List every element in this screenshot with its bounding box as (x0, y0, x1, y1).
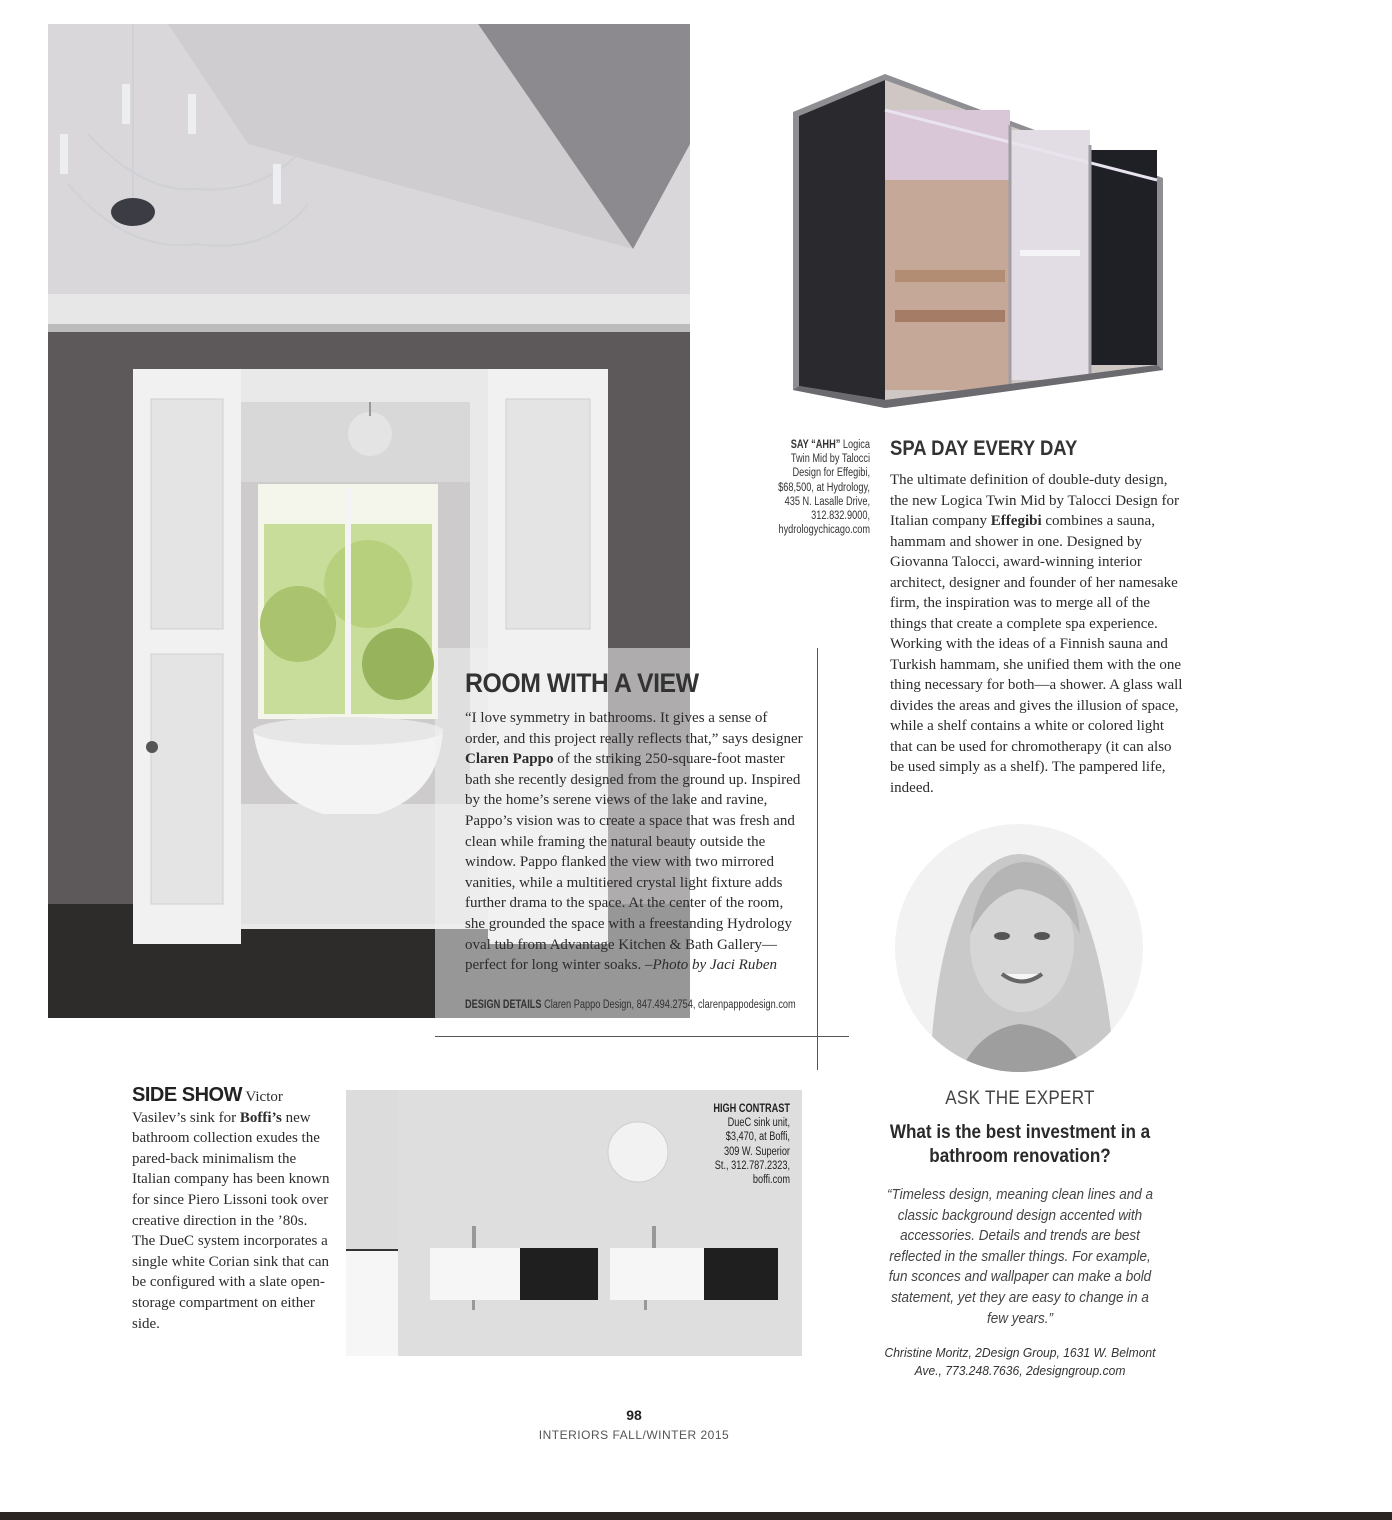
issue-label: INTERIORS FALL/WINTER 2015 (538, 1428, 730, 1442)
page-number: 98 (626, 1407, 642, 1423)
expert-question: What is the best investment in a bathroom renovation? (889, 1122, 1151, 1167)
room-design-details (465, 999, 796, 1011)
spa-brand-name: Effegibi (990, 513, 1042, 529)
spa-day-body (890, 470, 1185, 798)
expert-portrait-illustration (890, 824, 1148, 1072)
side-show-body-main: new bathroom collection exudes the pared-back minimalism the Italian company has been known for since Piero Lissoni took over creative direction in the ’80s. The DueC system incorporates a single white Corian sink that can be configured with a slate open-storage compartment on either side. (132, 1109, 330, 1332)
spa-body-intro: The ultimate definition of double-duty design, the new Logica Twin Mid by Talocci Design for Italian company (890, 472, 1179, 529)
room-with-a-view-title: ROOM WITH A VIEW (465, 668, 699, 698)
sink-caption-label: HIGH CONTRAST (713, 1103, 790, 1115)
expert-credit: Christine Moritz, 2Design Group, 1631 W. Belmont Ave., 773.248.7636, 2designgroup.com (884, 1345, 1156, 1378)
crosshair-vertical-rule (817, 648, 818, 1070)
room-body-intro: “I love symmetry in bathrooms. It gives a sense of order, and this project really reflects that,” says designer (465, 710, 803, 747)
expert-portrait-photo (890, 824, 1148, 1072)
side-show-article (132, 1085, 332, 1334)
sauna-illustration (785, 70, 1170, 415)
design-details-text: Claren Pappo Design, 847.494.2754, clarenpappodesign.com (541, 999, 796, 1011)
spa-body-main: combines a sauna, hammam and shower in one. Designed by Giovanna Talocci, award-winning interior architect, designer and founder of her namesake firm, the inspiration was to merge all of the things that create a complete spa experience. Working with the ideas of a Finnish sauna and Turkish hammam, she unified them with the one thing necessary for both—a shower. A glass wall divides the areas and gives the illusion of space, while a shelf contains a white or colored light that can be used for chromotherapy (it can also be used simply as a shelf). The pampered life, indeed. (890, 513, 1183, 796)
sauna-unit-photo (785, 70, 1170, 415)
room-body-main: of the striking 250-square-foot master bath she recently designed from the ground up. Inspired by the home’s serene views of the lake and ravine, Pappo’s vision was to create a space that was fresh and clean while framing the natural beauty outside the window. Pappo flanked the view with two mirrored vanities, while a multitiered crystal light fixture adds further drama to the space. At the center of the room, she grounded the space with a freestanding Hydrology oval tub from Advantage Kitchen & Bath Gallery—perfect for long winter soaks. (465, 751, 801, 974)
design-details-label: DESIGN DETAILS (465, 999, 542, 1011)
spa-caption-label: SAY “AHH” (790, 439, 841, 451)
side-show-brand-name: Boffi’s (239, 1109, 282, 1126)
spa-photo-caption (770, 438, 870, 537)
side-show-body-intro: Victor Vasilev’s sink for (132, 1089, 283, 1126)
room-photo-credit: –Photo by Jaci Ruben (644, 957, 777, 974)
sink-caption-text: DueC sink unit, $3,470, at Boffi, 309 W. Superior St., 312.787.2323, boffi.com (714, 1117, 790, 1187)
side-show-title: SIDE SHOW (132, 1084, 242, 1106)
ask-the-expert-kicker: ASK THE EXPERT (945, 1088, 1095, 1109)
room-designer-name: Claren Pappo (465, 751, 554, 768)
spa-caption-text: Logica Twin Mid by Talocci Design for Effegibi, $68,500, at Hydrology, 435 N. Lasalle Drive, 312.832.9000, hydrologychicago.com (778, 439, 870, 537)
spa-day-title: SPA DAY EVERY DAY (890, 437, 1078, 460)
crosshair-horizontal-rule (435, 1036, 849, 1037)
expert-quote: “Timeless design, meaning clean lines and a classic background design accented with accessories. Details and trends are best reflected in the smaller things. For example, fun sconces and wallpaper can make a bold statement, yet they are easy to change in a few years.” (887, 1187, 1153, 1327)
viewer-bottom-bar (0, 1512, 1392, 1520)
room-with-a-view-body (465, 708, 805, 976)
sink-photo-caption (710, 1102, 790, 1187)
